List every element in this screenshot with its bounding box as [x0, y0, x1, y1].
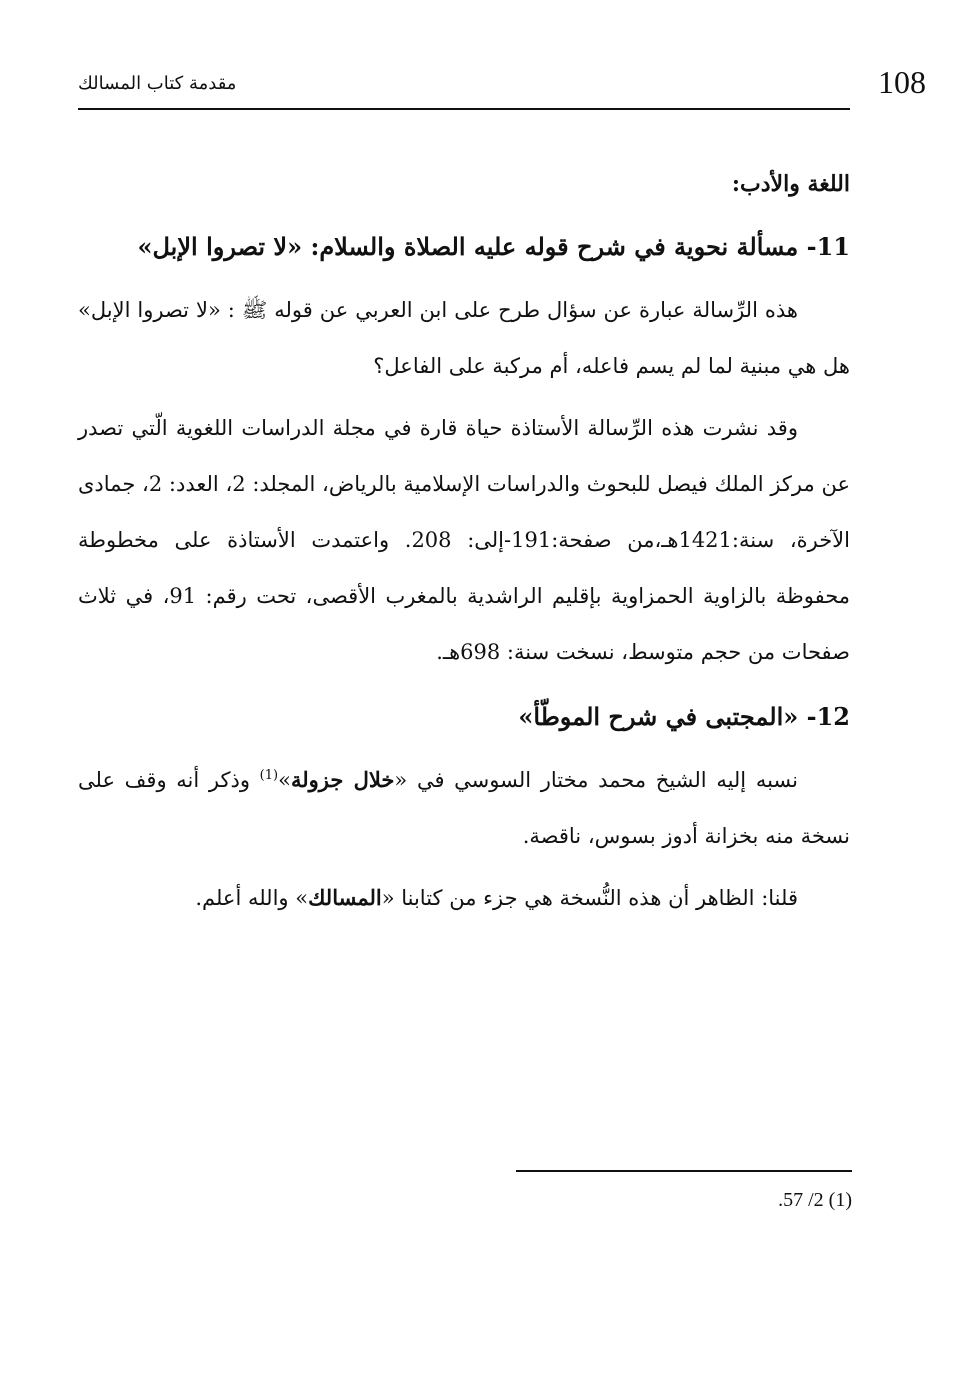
section-heading: اللغة والأدب: [731, 171, 850, 197]
entry-12-conclusion [78, 870, 850, 926]
running-title: مقدمة كتاب المسالك [78, 73, 237, 94]
page-number: 108 [878, 64, 926, 100]
main-text [78, 160, 850, 932]
entry-12-heading: 12- «المجتبى في شرح الموطّأ» [518, 702, 850, 731]
entry-11-publication-details: وقد نشرت هذه الرِّسالة الأستاذة حياة قارة في مجلة الدراسات اللغوية الّتي تصدر عن مركز الملك فيصل للبحوث والدراسات الإسلامية بالرياض، المجلد: 2، العدد: 2، جمادى الآخرة، سنة:1421هـ،من صفحة:191-إلى: 208. واعتمدت الأستاذة على مخطوطة محفوظة بالزاوية الحمزاوية بإقليم الراشدية بالمغرب الأقصى، تحت رقم: 91، في ثلاث صفحات من حجم متوسط، نسخت سنة: 698هـ. [78, 416, 850, 664]
entry-12-conclusion-after-title: » والله أعلم. [195, 886, 309, 910]
entry-12-text-before-title: نسبه إليه الشيخ محمد مختار السوسي في « [394, 768, 799, 792]
entry-12-closing-quote: » [278, 768, 291, 792]
footnote-reference-1: (1) [259, 768, 279, 783]
page-header [78, 64, 926, 104]
entry-12-bold-source-title: خلال جزولة [290, 767, 395, 792]
entry-11-heading: 11- مسألة نحوية في شرح قوله عليه الصلاة والسلام: «لا تصروا الإبل» [137, 232, 850, 261]
entry-12-conclusion-bold-title: المسالك [308, 885, 382, 910]
footnote-1: .57 /2 (1) [778, 1189, 852, 1211]
entry-12-text-after-title: وذكر أنه وقف على نسخة منه بخزانة أدوز بسوس، ناقصة. [78, 768, 850, 848]
entry-12-conclusion-before-title: قلنا: الظاهر أن هذه النُّسخة هي جزء من كتابنا « [381, 886, 798, 910]
entry-12-description [78, 752, 850, 864]
footnote-rule [516, 1170, 852, 1172]
header-rule [78, 108, 850, 110]
entry-11-description: هذه الرِّسالة عبارة عن سؤال طرح على ابن العربي عن قوله ﷺ : «لا تصروا الإبل» هل هي مبنية لما لم يسم فاعله، أم مركبة على الفاعل؟ [78, 298, 850, 378]
